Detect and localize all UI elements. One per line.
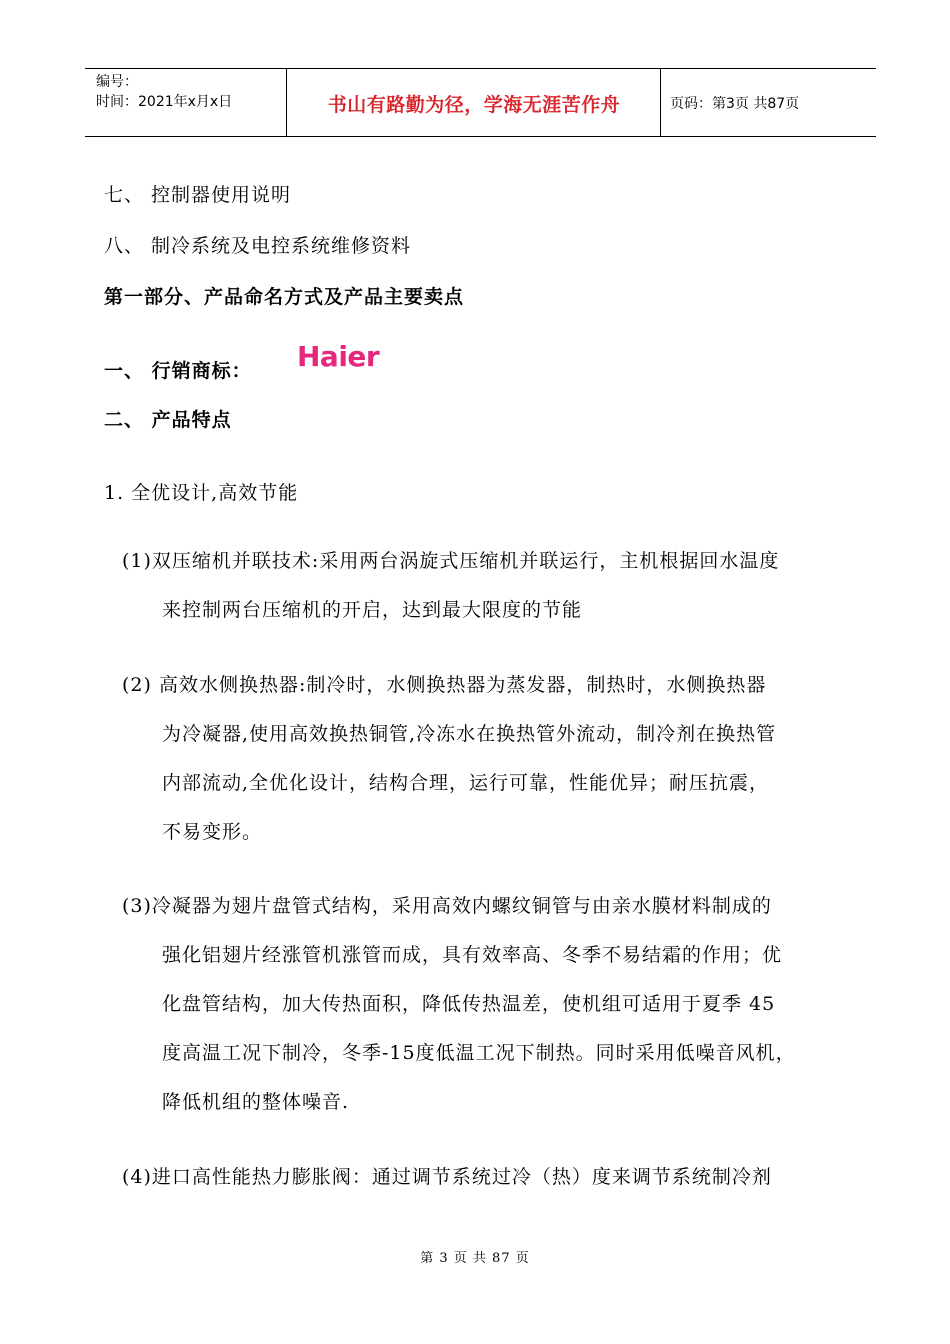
header-top-rule: [85, 68, 876, 69]
haier-logo: Haier: [297, 340, 380, 373]
feature-item-3: [122, 882, 796, 1127]
feature-item-2-line-4: 不易变形。: [162, 821, 263, 843]
page-footer: 第 3 页 共 87 页: [420, 1251, 530, 1266]
feature-item-2: [122, 661, 776, 857]
feature-item-4-line-1: (4)进口高性能热力膨胀阀：通过调节系统过冷（热）度来调节系统制冷剂: [122, 1166, 772, 1188]
feature-item-1-line-1: (1)双压缩机并联技术:采用两台涡旋式压缩机并联运行，主机根据回水温度: [122, 550, 780, 572]
section-2-heading: 二、 产品特点: [104, 409, 232, 431]
feature-item-2-line-2: 为冷凝器,使用高效换热铜管,冷冻水在换热管外流动，制冷剂在换热管: [162, 723, 777, 745]
toc-item-8: 八、 制冷系统及电控系统维修资料: [104, 235, 412, 257]
header-number: 编号：: [96, 74, 138, 90]
toc-item-7: 七、 控制器使用说明: [104, 184, 292, 206]
header-divider-left: [286, 68, 287, 137]
feature-item-3-line-5: 降低机组的整体噪音.: [162, 1091, 350, 1113]
feature-item-3-line-3: 化盘管结构，加大传热面积，降低传热温差，使机组可适用于夏季 45: [162, 993, 776, 1015]
header-meta: [96, 72, 232, 112]
feature-item-1: [122, 537, 779, 635]
feature-item-1-line-2: 来控制两台压缩机的开启，达到最大限度的节能: [162, 599, 583, 621]
feature-item-3-line-1: (3)冷凝器为翅片盘管式结构，采用高效内螺纹铜管与由亲水膜材料制成的: [122, 895, 772, 917]
header-bottom-rule: [85, 136, 876, 137]
feature-item-3-line-4: 度高温工况下制冷，冬季-15度低温工况下制热。同时采用低噪音风机，: [162, 1042, 796, 1064]
header-divider-right: [660, 68, 661, 137]
feature-item-4: [122, 1153, 772, 1202]
feature-item-2-line-3: 内部流动,全优化设计，结构合理，运行可靠，性能优异；耐压抗震，: [162, 772, 770, 794]
section-1-heading: 一、 行销商标：: [104, 360, 252, 382]
header-time: 时间：2021年x月x日: [96, 94, 233, 110]
subsection-1-heading: 1. 全优设计,高效节能: [104, 482, 299, 504]
part-title: 第一部分、产品命名方式及产品主要卖点: [104, 286, 465, 308]
feature-item-2-line-1: (2) 高效水侧换热器:制冷时，水侧换热器为蒸发器，制热时，水侧换热器: [122, 674, 767, 696]
feature-item-3-line-2: 强化铝翅片经涨管机涨管而成，具有效率高、冬季不易结霜的作用；优: [162, 944, 783, 966]
header-motto: 书山有路勤为径，学海无涯苦作舟: [327, 94, 621, 116]
header-page-info: 页码：第3页 共87页: [670, 96, 800, 112]
